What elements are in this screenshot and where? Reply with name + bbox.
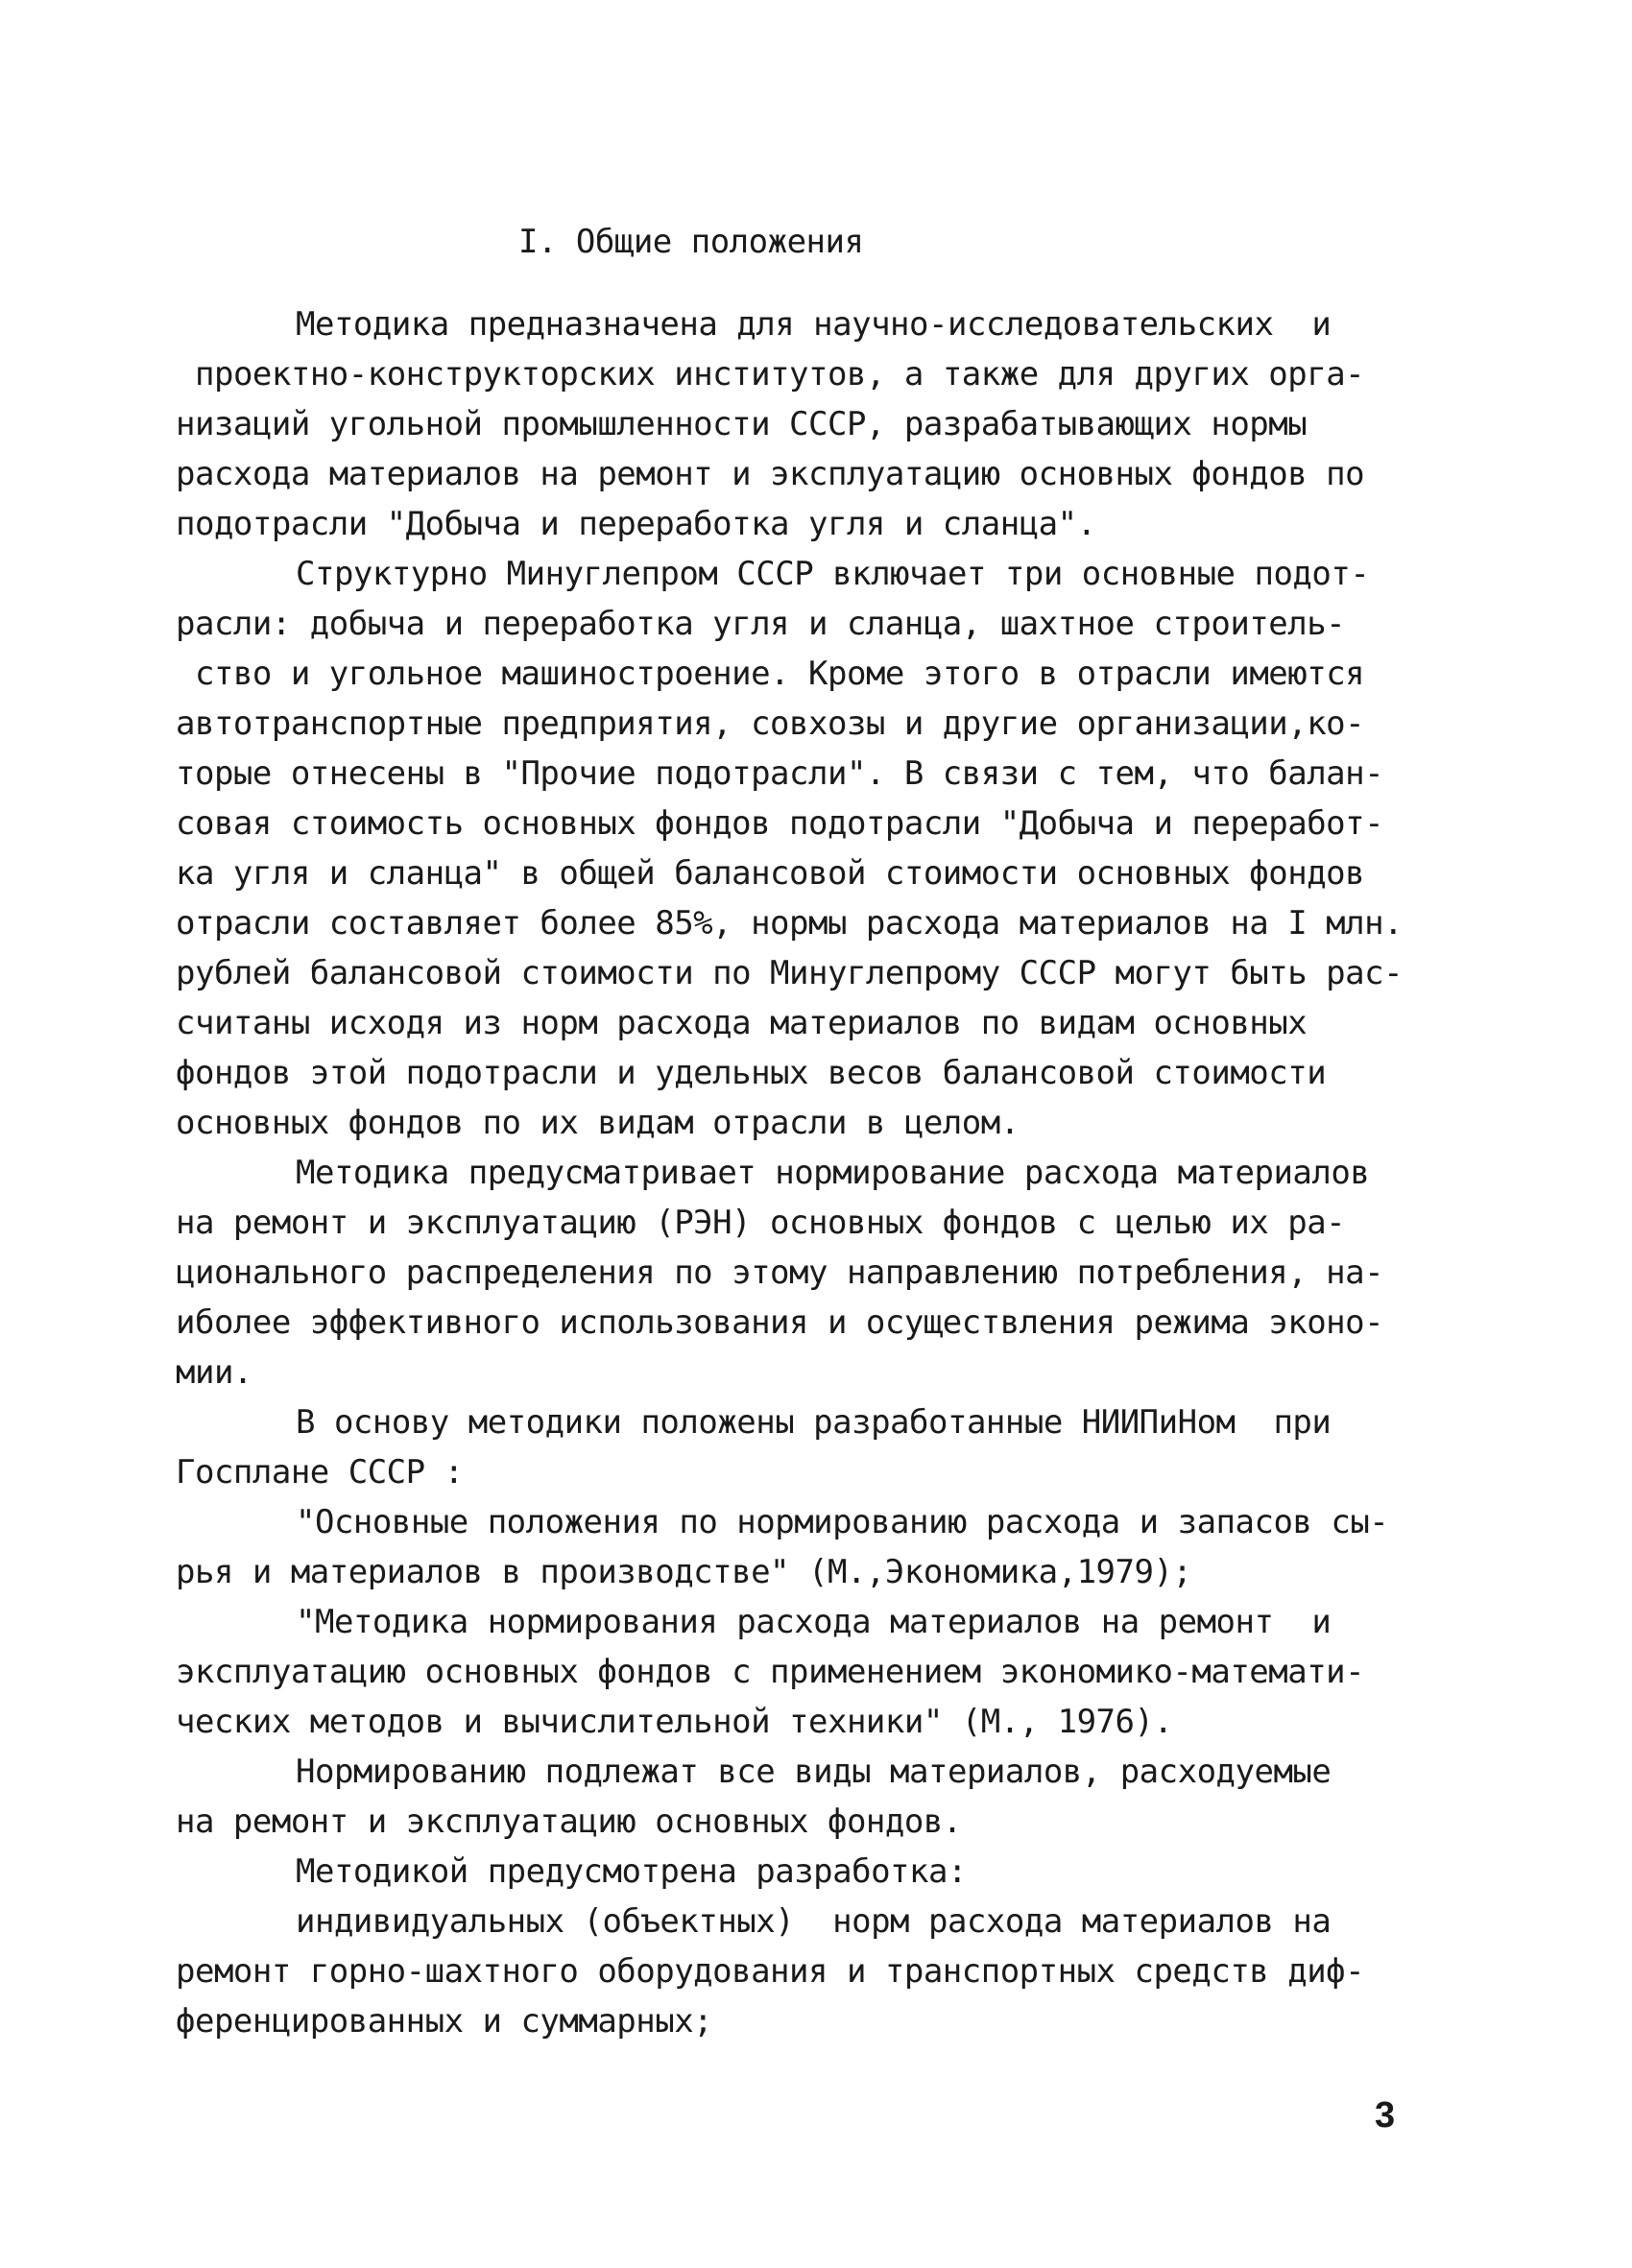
text-line: фондов этой подотрасли и удельных весов балансовой стоимости: [176, 1054, 1327, 1092]
text-line: Методика предусматривает нормирование расхода материалов: [296, 1154, 1370, 1192]
text-line: рья и материалов в производстве" (М.,Экономика,1979);: [176, 1553, 1192, 1591]
text-line: совая стоимость основных фондов подотрасли "Добыча и переработ-: [176, 804, 1384, 843]
text-line: ционального распределения по этому направлению потребления, на-: [176, 1253, 1384, 1292]
text-line: расхода материалов на ремонт и эксплуатацию основных фондов по: [176, 455, 1365, 493]
text-line: эксплуатацию основных фондов с применением экономико-математи-: [176, 1653, 1365, 1691]
text-line: Методикой предусмотрена разработка:: [296, 1852, 967, 1891]
text-line: торые отнесены в "Прочие подотрасли". В связи с тем, что балан-: [176, 754, 1384, 793]
text-line: ференцированных и суммарных;: [176, 2002, 713, 2041]
text-line: подотрасли "Добыча и переработка угля и сланца".: [176, 505, 1096, 543]
text-line: Госплане СССР :: [176, 1453, 464, 1492]
text-line: Структурно Минуглепром СССР включает три основные подот-: [296, 555, 1370, 593]
text-line: рублей балансовой стоимости по Минуглепрому СССР могут быть рас-: [176, 954, 1404, 992]
text-line: на ремонт и эксплуатацию (РЭН) основных фондов с целью их ра-: [176, 1204, 1346, 1242]
text-line: низаций угольной промышленности СССР, разрабатывающих нормы: [176, 405, 1308, 443]
text-line: мии.: [176, 1353, 252, 1392]
text-line: ка угля и сланца" в общей балансовой стоимости основных фондов: [176, 854, 1365, 893]
section-heading: I. Общие положения: [518, 223, 864, 261]
text-line: считаны исходя из норм расхода материалов по видам основных: [176, 1004, 1308, 1042]
text-line: проектно-конструкторских институтов, а также для других орга-: [195, 355, 1365, 394]
text-line: ремонт горно-шахтного оборудования и транспортных средств диф-: [176, 1952, 1365, 1991]
text-line: "Методика нормирования расхода материалов на ремонт и: [296, 1603, 1332, 1641]
text-line: отрасли составляет более 85%, нормы расхода материалов на I млн.: [176, 904, 1404, 943]
text-line: Методика предназначена для научно-исследовательских и: [296, 305, 1332, 344]
text-line: индивидуальных (объектных) норм расхода материалов на: [296, 1902, 1332, 1941]
text-line: автотранспортные предприятия, совхозы и другие организации,ко-: [176, 704, 1365, 743]
text-line: Нормированию подлежат все виды материалов, расходуемые: [296, 1753, 1332, 1791]
text-line: иболее эффективного использования и осуществления режима эконо-: [176, 1303, 1384, 1342]
text-line: ческих методов и вычислительной техники" (М., 1976).: [176, 1703, 1173, 1741]
text-line: "Основные положения по нормированию расхода и запасов сы-: [296, 1503, 1389, 1541]
text-line: В основу методики положены разработанные НИИПиНом при: [296, 1403, 1332, 1442]
text-line: на ремонт и эксплуатацию основных фондов.: [176, 1802, 962, 1841]
text-line: ство и угольное машиностроение. Кроме этого в отрасли имеются: [195, 655, 1365, 693]
page-number: 3: [1375, 2095, 1396, 2136]
text-line: основных фондов по их видам отрасли в целом.: [176, 1104, 1020, 1142]
text-line: расли: добыча и переработка угля и сланца, шахтное строитель-: [176, 605, 1346, 643]
